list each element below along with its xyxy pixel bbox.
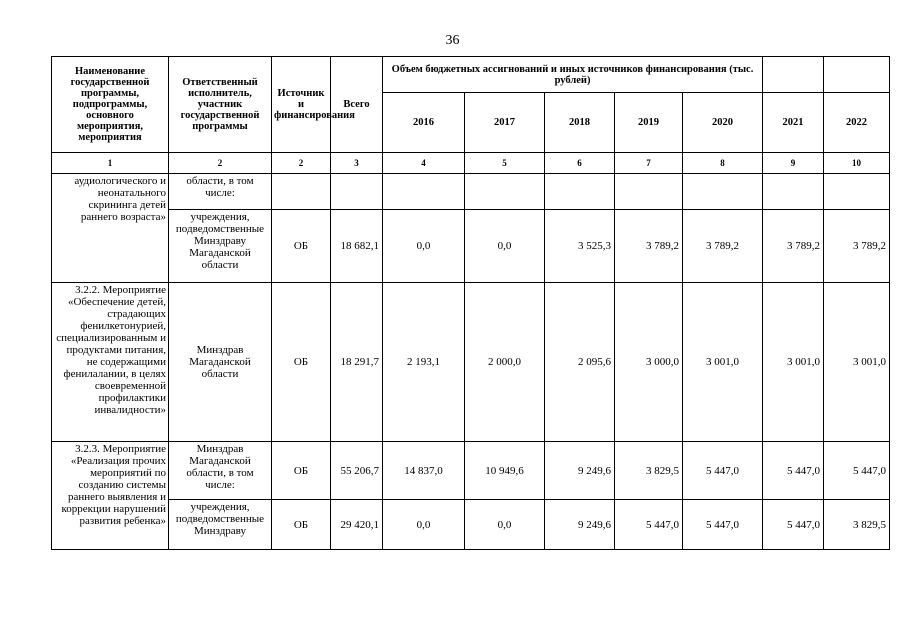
row-name: 3.2.2. Мероприятие «Обеспечение детей, страдающих фенилкетонурией, специализированным и продуктами питания, не содержащими фенилалании, в целях своевременной профилактики инвалидности»	[52, 283, 169, 442]
column-number: 6	[545, 153, 615, 174]
row-value: 9 249,6	[545, 442, 615, 500]
row-value: 10 949,6	[465, 442, 545, 500]
row-total: 18 291,7	[331, 283, 383, 442]
row-value: 0,0	[383, 500, 465, 550]
header-year: 2018	[545, 93, 615, 153]
header-year: 2021	[763, 93, 824, 153]
row-value: 3 789,2	[615, 210, 683, 283]
row-executor: учреждения, подведомственные Минздраву	[169, 500, 272, 550]
row-value: 0,0	[383, 210, 465, 283]
header-year: 2022	[824, 93, 890, 153]
column-number: 1	[52, 153, 169, 174]
row-source: ОБ	[272, 442, 331, 500]
row-value: 5 447,0	[824, 442, 890, 500]
table-row	[52, 283, 890, 442]
column-number: 5	[465, 153, 545, 174]
header-name: Наименование государственной программы, подпрограммы, основного мероприятия, мероприятия	[52, 57, 169, 153]
row-source: ОБ	[272, 283, 331, 442]
row-value: 3 789,2	[683, 210, 763, 283]
row-source	[272, 174, 331, 210]
row-value: 3 001,0	[824, 283, 890, 442]
row-total: 55 206,7	[331, 442, 383, 500]
row-value: 3 829,5	[615, 442, 683, 500]
row-value	[465, 174, 545, 210]
row-value: 2 095,6	[545, 283, 615, 442]
row-source: ОБ	[272, 210, 331, 283]
column-number: 9	[763, 153, 824, 174]
row-total	[331, 174, 383, 210]
column-number: 10	[824, 153, 890, 174]
column-number: 2	[272, 153, 331, 174]
row-value	[683, 174, 763, 210]
table-row	[52, 442, 890, 500]
row-value: 5 447,0	[763, 442, 824, 500]
header-year: 2017	[465, 93, 545, 153]
header-volume: Объем бюджетных ассигнований и иных источников финансирования (тыс. рублей)	[383, 57, 763, 93]
row-value: 0,0	[465, 210, 545, 283]
row-value	[824, 174, 890, 210]
row-executor: учреждения, подведомственные Минздраву Магаданской области	[169, 210, 272, 283]
row-value: 2 000,0	[465, 283, 545, 442]
row-value: 3 001,0	[763, 283, 824, 442]
header-year: 2020	[683, 93, 763, 153]
row-value: 3 789,2	[824, 210, 890, 283]
row-value: 0,0	[465, 500, 545, 550]
column-number: 3	[331, 153, 383, 174]
header-executor: Ответственный исполнитель, участник государственной программы	[169, 57, 272, 153]
table-row	[52, 174, 890, 210]
row-source: ОБ	[272, 500, 331, 550]
row-value: 3 000,0	[615, 283, 683, 442]
row-value: 14 837,0	[383, 442, 465, 500]
row-total: 29 420,1	[331, 500, 383, 550]
row-total: 18 682,1	[331, 210, 383, 283]
page-number: 36	[445, 33, 460, 48]
table-row	[52, 500, 890, 550]
row-value: 5 447,0	[615, 500, 683, 550]
header-source: Источник и финансирования	[272, 57, 331, 153]
budget-table	[51, 56, 890, 550]
header-row	[52, 57, 890, 93]
row-value: 3 525,3	[545, 210, 615, 283]
header-empty-cell	[763, 57, 824, 93]
table-row	[52, 210, 890, 283]
row-value	[545, 174, 615, 210]
row-value: 3 789,2	[763, 210, 824, 283]
column-number: 7	[615, 153, 683, 174]
header-total: Всего	[331, 57, 383, 153]
column-number: 4	[383, 153, 465, 174]
row-value: 2 193,1	[383, 283, 465, 442]
row-executor: Минздрав Магаданской области, в том числе:	[169, 442, 272, 500]
header-year: 2016	[383, 93, 465, 153]
row-value: 3 001,0	[683, 283, 763, 442]
row-executor: Минздрав Магаданской области	[169, 283, 272, 442]
row-value: 5 447,0	[763, 500, 824, 550]
row-value	[615, 174, 683, 210]
row-value: 5 447,0	[683, 500, 763, 550]
row-value: 9 249,6	[545, 500, 615, 550]
header-empty-cell	[824, 57, 890, 93]
row-value	[763, 174, 824, 210]
header-year: 2019	[615, 93, 683, 153]
row-name: аудиологического и неонатального скрининга детей раннего возраста»	[52, 174, 169, 283]
column-number: 2	[169, 153, 272, 174]
row-value: 3 829,5	[824, 500, 890, 550]
row-value: 5 447,0	[683, 442, 763, 500]
column-number-row	[52, 153, 890, 174]
row-value	[383, 174, 465, 210]
row-name: 3.2.3. Мероприятие «Реализация прочих мероприятий по созданию системы раннего выявления и коррекции нарушений развития ребенка»	[52, 442, 169, 550]
column-number: 8	[683, 153, 763, 174]
row-executor: области, в том числе:	[169, 174, 272, 210]
